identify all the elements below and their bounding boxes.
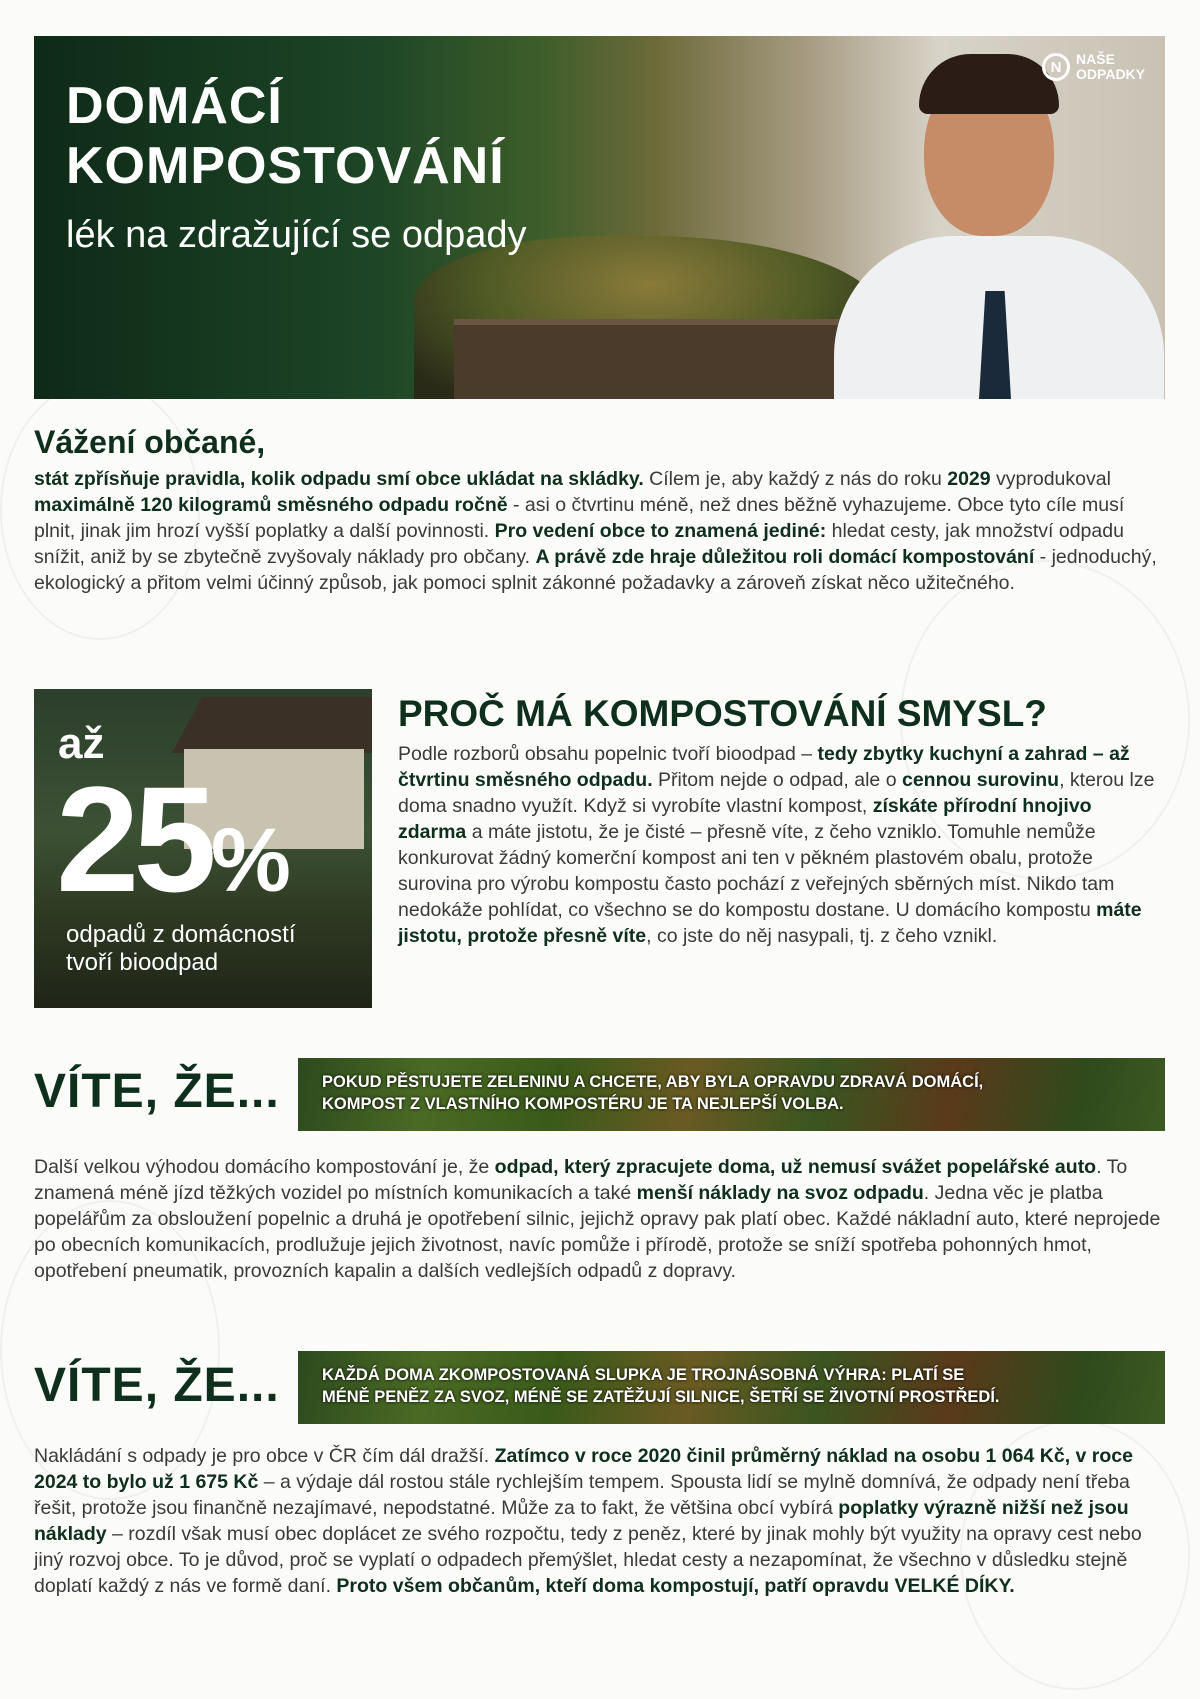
emphasized-text: maximálně 120 kilogramů směsného odpadu ročně: [34, 494, 508, 516]
emphasized-text: 2029: [947, 468, 991, 490]
emphasized-text: máte jistotu, protože přesně víte: [398, 899, 1142, 947]
brand-logo: [1042, 52, 1145, 82]
doctor-image: [804, 36, 1165, 399]
body-text: – rozdíl však musí obec doplácet ze svého rozpočtu, tedy z peněz, které by jinak mohly být využity na opravy cest nebo jiný rozvoj obce. To je důvod, proč se vyplatí o odpadech přemýšlet, hledat cesty a nezapomínat, že všechno v důsledku stejně doplatí každý z nás ve formě daní.: [34, 1523, 1142, 1597]
fact-banner-1: [298, 1058, 1165, 1131]
why-heading: PROČ MÁ KOMPOSTOVÁNÍ SMYSL?: [398, 693, 1047, 734]
body-text: hledat cesty, jak množství odpadu snížit, aniž by se zbytečně zvyšovaly náklady pro občany.: [34, 520, 1124, 568]
stat-caption: [66, 921, 296, 977]
body-text: Další velkou výhodou domácího kompostování je, že: [34, 1156, 495, 1178]
fact-banner-2-line1: KAŽDÁ DOMA ZKOMPOSTOVANÁ SLUPKA JE TROJNÁSOBNÁ VÝHRA: PLATÍ SE: [322, 1366, 965, 1384]
fact-heading-2: VÍTE, ŽE...: [34, 1359, 280, 1412]
body-text: . To znamená méně jízd těžkých vozidel po místních komunikacích a také: [34, 1156, 1128, 1204]
fact-banner-1-line1: POKUD PĚSTUJETE ZELENINU A CHCETE, ABY BYLA OPRAVDU ZDRAVÁ DOMÁCÍ,: [322, 1073, 984, 1091]
body-text: , kterou lze doma snadno využít. Když si vyrobíte vlastní kompost,: [398, 769, 1155, 817]
emphasized-text: stát zpřísňuje pravidla, kolik odpadu smí obce ukládat na skládky.: [34, 468, 644, 490]
stat-value-wrap: [56, 755, 291, 941]
why-paragraph: [398, 741, 1158, 949]
emphasized-text: tedy zbytky kuchyní a zahrad – až čtvrtinu směsného odpadu.: [398, 743, 1130, 791]
stat-prefix: až: [58, 719, 105, 768]
body-text: Nakládání s odpady je pro obce v ČR čím dál dražší.: [34, 1445, 495, 1467]
stat-value: 25: [56, 755, 211, 923]
emphasized-text: Proto všem občanům, kteří doma kompostují, patří opravdu VELKÉ DÍKY.: [336, 1575, 1015, 1597]
logo-line2: ODPADKY: [1076, 66, 1145, 82]
stat-box: [34, 689, 372, 1008]
emphasized-text: cennou surovinu: [901, 769, 1060, 791]
savings-paragraph: [34, 1154, 1169, 1284]
house-roof-image: [172, 697, 372, 753]
body-text: a máte jistotu, že je čisté – přesně víte, z čeho vzniklo. Tomuhle nemůže konkurovat žádný komerční kompost ani ten v pěkném plastovém obalu, protože surovina pro výrobu kompostu často pochází z veřejných sběrných míst. Nikdo tam nedokáže pohlídat, co všechno se do kompostu dostane. U domácího kompostu: [398, 821, 1115, 921]
body-text: . Jedna věc je platba popelářům za obsloužení popelnic a druhá je opotřebení silnic, jejichž opravy pak platí obec. Každé nákladní auto, které neprojede po obecních komunikacích, prodlužuje jejich životnost, navíc pomůže i přírodě, protože se sníží spotřeba pohonných hmot, opotřebení pneumatik, provozních kapalin a dalších vedlejších odpadů z dopravy.: [34, 1182, 1161, 1282]
body-text: vyprodukoval: [990, 468, 1111, 490]
emphasized-text: odpad, který zpracujete doma, už nemusí svážet popelářské auto: [494, 1156, 1097, 1178]
intro-paragraph: [34, 466, 1164, 596]
body-text: - asi o čtvrtinu méně, než dnes běžně vyhazujeme. Obce tyto cíle musí plnit, jinak jim hrozí vyšší poplatky a další povinnosti.: [34, 494, 1125, 542]
fact-banner-1-line2: KOMPOST Z VLASTNÍHO KOMPOSTÉRU JE TA NEJLEPŠÍ VOLBA.: [322, 1095, 844, 1113]
emphasized-text: Zatímco v roce 2020 činil průměrný náklad na osobu 1 064 Kč, v roce 2024 to bylo už 1 675 Kč: [34, 1445, 1133, 1493]
emphasized-text: menší náklady na svoz odpadu: [636, 1182, 924, 1204]
body-text: Přitom nejde o odpad, ale o: [652, 769, 902, 791]
emphasized-text: získáte přírodní hnojivo zdarma: [398, 795, 1092, 843]
emphasized-text: A právě zde hraje důležitou roli domácí kompostování: [535, 546, 1035, 568]
emphasized-text: poplatky výrazně nižší než jsou náklady: [34, 1497, 1129, 1545]
body-text: Podle rozborů obsahu popelnic tvoří bioodpad –: [398, 743, 818, 765]
hero-banner: [34, 36, 1165, 399]
stat-caption-line1: odpadů z domácností: [66, 921, 296, 948]
fact-heading-1: VÍTE, ŽE...: [34, 1065, 280, 1118]
hero-title-line1: DOMÁCÍ: [66, 77, 283, 135]
body-text: – a výdaje dál rostou stále rychlejším tempem. Spousta lidí se mylně domnívá, že odpady není třeba řešit, protože jsou finančně nezajímavé, nepodstatné. Může za to fakt, že většina obcí vybírá: [34, 1471, 1130, 1519]
costs-paragraph: [34, 1443, 1169, 1599]
stat-caption-line2: tvoří bioodpad: [66, 949, 219, 976]
stat-unit: %: [210, 811, 291, 911]
fact-banner-2: [298, 1351, 1165, 1424]
logo-line1: NAŠE: [1076, 51, 1115, 67]
body-text: , co jste do něj nasypali, tj. z čeho vznikl.: [646, 925, 998, 947]
logo-n-icon: N: [1042, 53, 1070, 81]
body-text: Cílem je, aby každý z nás do roku: [643, 468, 948, 490]
hero-title: [66, 76, 505, 196]
emphasized-text: Pro vedení obce to znamená jediné:: [494, 520, 827, 542]
fact-banner-2-line2: MÉNĚ PENĚZ ZA SVOZ, MÉNĚ SE ZATĚŽUJÍ SILNICE, ŠETŘÍ SE ŽIVOTNÍ PROSTŘEDÍ.: [322, 1388, 1000, 1406]
body-text: - jednoduchý, ekologický a přitom velmi účinný způsob, jak pomoci splnit zákonné požadavky a zároveň získat něco užitečného.: [34, 546, 1157, 594]
hero-title-line2: KOMPOSTOVÁNÍ: [66, 137, 505, 195]
hero-subtitle: lék na zdražující se odpady: [66, 214, 527, 256]
greeting-heading: Vážení občané,: [34, 424, 266, 460]
